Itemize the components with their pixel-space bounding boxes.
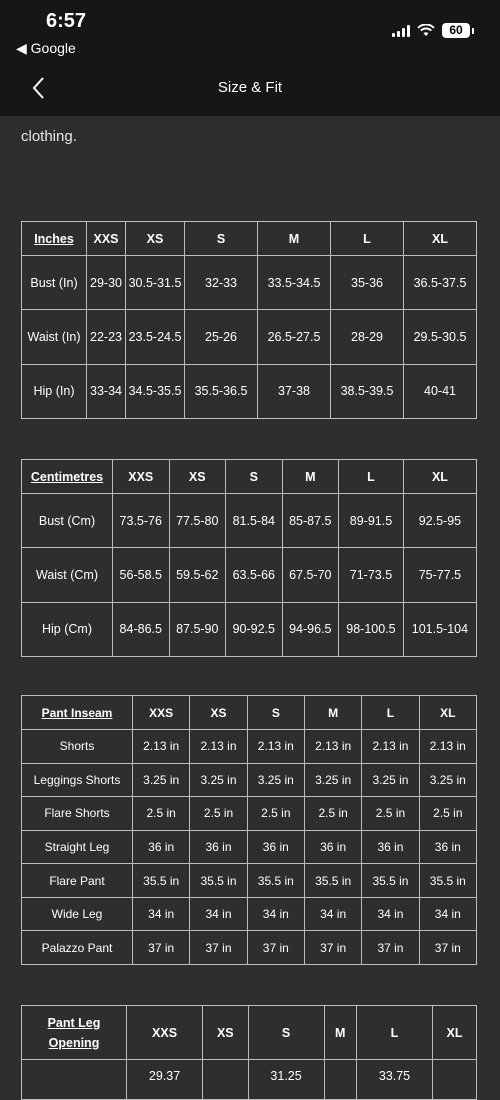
size-header-xs: XS xyxy=(169,460,226,494)
table-cell: 81.5-84 xyxy=(226,494,283,548)
status-time: 6:57 xyxy=(46,10,87,32)
table-cell: 34 in xyxy=(304,897,361,931)
size-header-l: L xyxy=(362,696,419,730)
size-header-m: M xyxy=(258,222,331,256)
table-cell: 36 in xyxy=(190,830,247,864)
table-cell: 33.5-34.5 xyxy=(258,256,331,310)
table-cell: 34 in xyxy=(133,897,190,931)
inches-header: Inches xyxy=(22,222,87,256)
table-cell: 59.5-62 xyxy=(169,548,226,602)
size-header-xl: XL xyxy=(403,460,476,494)
pant-inseam-table xyxy=(21,695,477,965)
size-header-m: M xyxy=(324,1006,356,1060)
table-cell: 37 in xyxy=(247,931,304,965)
table-cell: 37 in xyxy=(133,931,190,965)
table-row xyxy=(22,897,477,931)
table-cell: 35-36 xyxy=(331,256,404,310)
table-cell: 85-87.5 xyxy=(282,494,339,548)
row-label: Flare Shorts xyxy=(22,797,133,831)
row-label: Hip (In) xyxy=(22,364,87,418)
row-label: Palazzo Pant xyxy=(22,931,133,965)
table-cell: 25-26 xyxy=(185,310,258,364)
back-to-google-link[interactable]: ◀ Google xyxy=(16,40,76,56)
table-cell: 36 in xyxy=(362,830,419,864)
table-row xyxy=(22,494,477,548)
row-label: Bust (Cm) xyxy=(22,494,113,548)
table-cell: 101.5-104 xyxy=(403,602,476,656)
table-cell: 87.5-90 xyxy=(169,602,226,656)
table-cell: 92.5-95 xyxy=(403,494,476,548)
table-cell: 84-86.5 xyxy=(113,602,170,656)
size-header-xl: XL xyxy=(432,1006,476,1060)
table-cell: 2.13 in xyxy=(362,730,419,764)
table-cell: 56-58.5 xyxy=(113,548,170,602)
table-cell: 35.5 in xyxy=(419,864,476,898)
row-label: Shorts xyxy=(22,730,133,764)
table-cell: 28-29 xyxy=(331,310,404,364)
table-cell: 37-38 xyxy=(258,364,331,418)
table-cell: 38.5-39.5 xyxy=(331,364,404,418)
table-cell: 77.5-80 xyxy=(169,494,226,548)
table-cell: 3.25 in xyxy=(133,763,190,797)
table-cell: 29.37 xyxy=(127,1060,203,1100)
table-row xyxy=(22,310,477,364)
wifi-icon xyxy=(417,24,435,37)
table-row xyxy=(22,364,477,418)
table-cell: 36 in xyxy=(247,830,304,864)
table-cell: 34 in xyxy=(190,897,247,931)
table-cell: 35.5 in xyxy=(247,864,304,898)
size-header-s: S xyxy=(248,1006,324,1060)
table-cell: 2.5 in xyxy=(133,797,190,831)
table-cell: 29.5-30.5 xyxy=(404,310,477,364)
table-cell: 36.5-37.5 xyxy=(404,256,477,310)
size-header-xs: XS xyxy=(190,696,247,730)
table-cell: 34 in xyxy=(419,897,476,931)
row-label: Straight Leg xyxy=(22,830,133,864)
centimetres-header: Centimetres xyxy=(22,460,113,494)
table-row xyxy=(22,548,477,602)
size-header-s: S xyxy=(226,460,283,494)
pant-leg-opening-header: Pant Leg Opening xyxy=(22,1006,127,1060)
size-header-m: M xyxy=(304,696,361,730)
top-bar xyxy=(0,0,500,116)
row-label: Wide Leg xyxy=(22,897,133,931)
size-header-l: L xyxy=(331,222,404,256)
table-cell: 63.5-66 xyxy=(226,548,283,602)
table-cell: 36 in xyxy=(133,830,190,864)
table-cell: 73.5-76 xyxy=(113,494,170,548)
table-cell: 3.25 in xyxy=(362,763,419,797)
table-row xyxy=(22,730,477,764)
size-header-s: S xyxy=(185,222,258,256)
row-label: Flare Pant xyxy=(22,864,133,898)
table-cell: 89-91.5 xyxy=(339,494,404,548)
table-row xyxy=(22,602,477,656)
table-cell: 33.75 xyxy=(356,1060,432,1100)
size-header-xxs: XXS xyxy=(127,1006,203,1060)
table-cell: 29-30 xyxy=(87,256,126,310)
size-header-xl: XL xyxy=(404,222,477,256)
table-cell: 35.5 in xyxy=(133,864,190,898)
table-cell: 30.5-31.5 xyxy=(126,256,185,310)
table-cell: 31.25 xyxy=(248,1060,324,1100)
inches-size-table xyxy=(21,221,477,419)
row-label: Bust (In) xyxy=(22,256,87,310)
row-label: Waist (In) xyxy=(22,310,87,364)
table-cell: 2.13 in xyxy=(190,730,247,764)
size-header-xs: XS xyxy=(126,222,185,256)
table-cell: 2.13 in xyxy=(304,730,361,764)
status-icons xyxy=(392,23,474,38)
table-cell: 3.25 in xyxy=(247,763,304,797)
row-label: Hip (Cm) xyxy=(22,602,113,656)
table-cell: 2.13 in xyxy=(419,730,476,764)
table-cell: 71-73.5 xyxy=(339,548,404,602)
table-cell: 3.25 in xyxy=(190,763,247,797)
size-header-s: S xyxy=(247,696,304,730)
size-header-xxs: XXS xyxy=(133,696,190,730)
row-label: Waist (Cm) xyxy=(22,548,113,602)
table-cell: 2.5 in xyxy=(190,797,247,831)
row-label: Leggings Shorts xyxy=(22,763,133,797)
table-cell: 36 in xyxy=(304,830,361,864)
table-cell: 98-100.5 xyxy=(339,602,404,656)
size-header-xs: XS xyxy=(203,1006,248,1060)
size-header-l: L xyxy=(356,1006,432,1060)
intro-text: clothing. xyxy=(21,128,77,145)
battery-cap xyxy=(472,28,474,34)
table-cell: 2.13 in xyxy=(133,730,190,764)
table-cell: 37 in xyxy=(419,931,476,965)
table-cell: 2.5 in xyxy=(247,797,304,831)
table-cell: 34 in xyxy=(362,897,419,931)
size-header-xxs: XXS xyxy=(113,460,170,494)
table-cell: 3.25 in xyxy=(304,763,361,797)
signal-icon xyxy=(392,25,410,37)
table-cell: 36 in xyxy=(419,830,476,864)
table-row xyxy=(22,864,477,898)
table-cell: 35.5 in xyxy=(304,864,361,898)
table-cell: 2.5 in xyxy=(419,797,476,831)
table-cell: 67.5-70 xyxy=(282,548,339,602)
table-row xyxy=(22,256,477,310)
table-cell: 94-96.5 xyxy=(282,602,339,656)
table-cell: 40-41 xyxy=(404,364,477,418)
table-cell: 90-92.5 xyxy=(226,602,283,656)
table-row xyxy=(22,763,477,797)
table-cell: 2.5 in xyxy=(304,797,361,831)
table-cell: 32-33 xyxy=(185,256,258,310)
table-cell: 33-34 xyxy=(87,364,126,418)
table-cell: 35.5 in xyxy=(190,864,247,898)
table-row xyxy=(22,797,477,831)
table-cell: 34.5-35.5 xyxy=(126,364,185,418)
size-header-xxs: XXS xyxy=(87,222,126,256)
table-cell: 75-77.5 xyxy=(403,548,476,602)
table-cell: 23.5-24.5 xyxy=(126,310,185,364)
table-cell: 37 in xyxy=(190,931,247,965)
table-cell: 37 in xyxy=(304,931,361,965)
page-title: Size & Fit xyxy=(217,79,283,96)
size-header-xl: XL xyxy=(419,696,476,730)
table-row xyxy=(22,830,477,864)
table-cell: 34 in xyxy=(247,897,304,931)
table-cell: 22-23 xyxy=(87,310,126,364)
table-cell: 35.5 in xyxy=(362,864,419,898)
size-header-m: M xyxy=(282,460,339,494)
pant-leg-opening-table xyxy=(21,1005,477,1100)
table-cell: 2.13 in xyxy=(247,730,304,764)
battery-icon: 60 xyxy=(442,23,470,38)
table-cell: 2.5 in xyxy=(362,797,419,831)
table-cell: 35.5-36.5 xyxy=(185,364,258,418)
size-header-l: L xyxy=(339,460,404,494)
table-cell: 37 in xyxy=(362,931,419,965)
pant-inseam-header: Pant Inseam xyxy=(22,696,133,730)
table-cell: 3.25 in xyxy=(419,763,476,797)
table-cell: 26.5-27.5 xyxy=(258,310,331,364)
centimetres-size-table xyxy=(21,459,477,657)
table-row xyxy=(22,931,477,965)
